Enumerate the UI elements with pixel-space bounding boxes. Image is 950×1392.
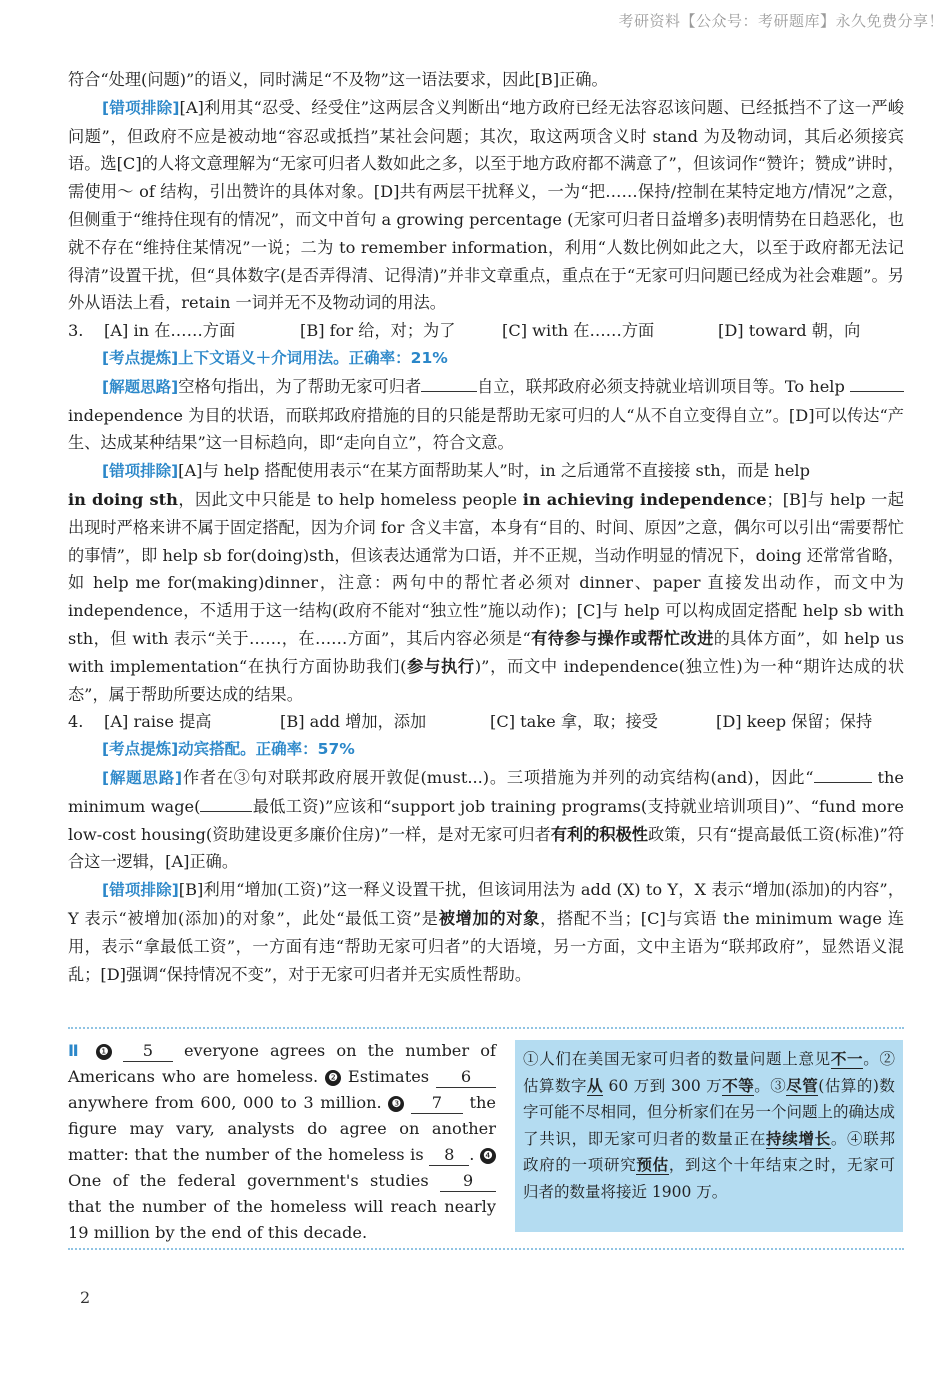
q3-idea-tag: [解题思路] bbox=[102, 377, 179, 396]
q4-idea-text: 最低工资)”应该和“support job training programs(支持就业培训项目)”、“fund more low-cost housing(资助建设更多廉价住房)”一样，是对无家可归者 bbox=[68, 796, 904, 844]
q3-idea-text: 自立，联邦政府必须支持就业培训项目等。To help bbox=[477, 376, 845, 396]
page-number: 2 bbox=[80, 1288, 91, 1307]
q3-error-text: ；[B]与 help 一起出现时严格来讲不属于固定搭配，因为介词 for 含义丰富，本身有“目的、时间、原因”之意，偶尔可以引出“需要帮忙的事情”，即 help sb for(doing)sth，但该表达通常为口语，并不正规，当动作明显的情况下，doing 还常常省略，如 help me for(making)dinner，注意：两句中的帮忙者必须对 dinner、paper 直接发出动作，而文中为 independence，不适用于这一结构(政府不能对“独立性”施以动作)；[C]与 help 可以构成固定搭配 help sb with sth，但 with 表示“关于……，在……方面”，其后内容必须是“ bbox=[68, 489, 904, 648]
translation-keyword: 不等 bbox=[722, 1075, 755, 1095]
translation-keyword: 持续增长 bbox=[766, 1128, 831, 1148]
q3-number: 3. bbox=[68, 321, 84, 341]
q4-idea-text: 作者在③句对联邦政府展开敦促(must...)。三项措施为并列的动宾结构(and)，因此“ bbox=[182, 767, 814, 787]
q4-point-text: 动宾搭配。正确率：57% bbox=[178, 740, 355, 759]
answer-blank bbox=[850, 391, 904, 392]
sentence-marker-1: ❶ bbox=[96, 1044, 112, 1060]
q3-option-d: [D] toward 朝，向 bbox=[718, 321, 861, 341]
q3-option-c: [C] with 在……方面 bbox=[502, 321, 655, 341]
q4-idea-paragraph bbox=[68, 764, 904, 876]
translation-text: ①人们在美国无家可归者的数量问题上意见 bbox=[523, 1050, 831, 1068]
q4-error-text: ，搭配不当；[C]与宾语 the minimum wage 连用，表示“拿最低工资”，一方面有违“帮助无家可归者”的大语境，另一方面，文中主语为“联邦政府”，显然语义混乱；[D]强调“保持情况不变”，对于无家可归者并无实质性帮助。 bbox=[68, 908, 904, 984]
section-roman-numeral: Ⅱ bbox=[68, 1041, 85, 1060]
q3-error-bold: in doing sth bbox=[68, 489, 178, 509]
sentence-marker-2: ❷ bbox=[325, 1070, 341, 1086]
answer-blank bbox=[200, 811, 252, 812]
q3-error-tag: [错项排除] bbox=[102, 462, 179, 481]
q4-point-line bbox=[68, 736, 904, 764]
passage-text: One of the federal government's studies bbox=[68, 1171, 429, 1190]
translation-text: (估算的)数字可能不尽相同，但分析家们在另一个问题上的确达成了共识，即无家可归者的数量正在 bbox=[523, 1076, 896, 1148]
q4-number: 4. bbox=[68, 712, 84, 732]
q4-option-c: [C] take 拿，取；接受 bbox=[490, 712, 658, 732]
q3-error-bold: 参与执行 bbox=[406, 656, 475, 676]
dotted-divider-bottom bbox=[68, 1248, 904, 1250]
translation-keyword: 不一 bbox=[830, 1049, 864, 1068]
translation-text: 60 万到 300 万 bbox=[603, 1076, 723, 1095]
passage-text: Estimates bbox=[347, 1067, 430, 1086]
q3-idea-paragraph bbox=[68, 373, 904, 457]
q3-point-line bbox=[68, 345, 904, 373]
blank-9: 9 bbox=[440, 1171, 496, 1192]
answer-blank bbox=[421, 391, 477, 392]
paragraph-top: 符合“处理(问题)”的语义，同时满足“不及物”这一语法要求，因此[B]正确。 bbox=[68, 70, 608, 89]
q4-error-paragraph bbox=[68, 876, 904, 988]
q3-option-a: [A] in 在……方面 bbox=[104, 321, 236, 341]
q3-error-text: 的具体方面”，如 help us with implementation“在执行方面协助我们( bbox=[68, 628, 905, 676]
q4-error-bold: 被增加的对象 bbox=[438, 908, 541, 928]
q3-error-text: )”，而文中 independence(独立性)为一种“期许达成的状态”，属于帮助所要达成的结果。 bbox=[68, 656, 905, 704]
q2-error-tag: [错项排除] bbox=[102, 98, 180, 117]
dotted-divider-top bbox=[68, 1027, 904, 1029]
q3-idea-text: independence 为目的状语，而联邦政府措施的目的只能是帮助无家可归的人“从不自立变得自立”。[D]可以传达“产生、达成某种结果”这一目标趋向，即“走向自立”，符合文意。 bbox=[68, 405, 904, 453]
passage-text: that the number of the homeless will reach nearly 19 million by the end of this decade. bbox=[68, 1197, 496, 1242]
q4-error-tag: [错项排除] bbox=[102, 881, 179, 900]
passage-english: Ⅱ ❶ 5 everyone agrees on the number of Americans who are homeless. ❷ Estimates 6 anywhere from 600, 000 to 3 million. ❸ 7 the figure may vary, analysts do agree on another matter: that the number of the homeless is 8 . ❹ One of the federal government's studies 9 that the number of the homeless will reach nearly 19 million by the end of this decade. bbox=[68, 1041, 497, 1242]
q4-option-a: [A] raise 提高 bbox=[104, 712, 212, 732]
passage-text: everyone agrees on the number of Americans who are homeless. bbox=[68, 1041, 496, 1086]
translation-text: 。②估算数字 bbox=[523, 1050, 895, 1095]
translation-text: 。③ bbox=[754, 1076, 787, 1095]
translation-box bbox=[515, 1040, 903, 1232]
q4-option-d: [D] keep 保留；保持 bbox=[716, 712, 873, 732]
blank-5: 5 bbox=[123, 1041, 173, 1062]
q4-option-b: [B] add 增加，添加 bbox=[280, 712, 427, 732]
blank-7: 7 bbox=[411, 1093, 463, 1114]
q3-options bbox=[68, 317, 904, 345]
passage-text: anywhere from 600, 000 to 3 million. bbox=[68, 1093, 382, 1112]
q3-idea-text: 空格句指出，为了帮助无家可归者 bbox=[178, 376, 422, 396]
q2-error-text: [A]利用其“忍受、经受住”这两层含义判断出“地方政府已经无法容忍该问题、已经抵挡不了这一严峻问题”，但政府不应是被动地“容忍或抵挡”某社会问题；其次，取这两项含义时 stand 为及物动词，其后必须接宾语。选[C]的人将文意理解为“无家可归者人数如此之多，以至于地方政府都不满意了”，但该词作“赞许；赞成”讲时，需使用～ of 结构，引出赞许的具体对象。[D]共有两层干扰释义，一为“把……保持/控制在某特定地方/情况”之意，但侧重于“维持住现有的情况”，而文中首句 a growing percentage (无家可归者日益增多)表明情势在日趋恶化，也就不存在“维持住某情况”一说；二为 to remember information，利用“人数比例如此之大，以至于政府都无法记得清”设置干扰，但“具体数字(是否弄得清、记得清)”并非文章重点，重点在于“无家可归问题已经成为社会难题”。另外从语法上看，retain 一词并无不及物动词的用法。 bbox=[68, 97, 904, 313]
translation-text: 。④联邦政府的一项研究 bbox=[523, 1129, 895, 1174]
q4-idea-bold: 有利的积极性 bbox=[550, 824, 649, 844]
answer-blank bbox=[814, 782, 872, 783]
translation-keyword: 从 bbox=[587, 1075, 604, 1095]
q4-idea-text: the minimum wage( bbox=[68, 767, 905, 816]
q4-idea-text: 政策，只有“提高最低工资(标准)”符合这一逻辑，[A]正确。 bbox=[68, 824, 905, 872]
q3-error-bold: 有待参与操作或帮忙改进 bbox=[530, 628, 714, 648]
q4-point-tag: [考点提炼] bbox=[102, 740, 179, 759]
passage-text: the figure may vary, analysts do agree on another matter: that the number of the homeless is bbox=[68, 1093, 497, 1164]
q3-error-text: ，因此文中只能是 to help homeless people bbox=[177, 489, 518, 509]
blank-8: 8 bbox=[429, 1145, 469, 1166]
q3-point-tag: [考点提炼] bbox=[102, 348, 179, 367]
translation-keyword: 预估 bbox=[636, 1155, 669, 1174]
q3-error-paragraph bbox=[68, 457, 904, 708]
watermark: 考研资料【公众号：考研题库】永久免费分享！ bbox=[618, 12, 944, 30]
q3-error-text: [A]与 help 搭配使用表示“在某方面帮助某人”时，in 之后通常不直接接 sth，而是 help bbox=[178, 461, 810, 481]
translation-keyword: 尽管 bbox=[786, 1075, 819, 1095]
q3-error-bold: in achieving independence bbox=[522, 489, 767, 509]
q4-idea-tag: [解题思路] bbox=[102, 768, 183, 787]
q3-point-text: 上下文语义＋介词用法。正确率：21% bbox=[178, 348, 448, 367]
q2-error-paragraph bbox=[68, 94, 904, 317]
sentence-marker-3: ❸ bbox=[388, 1096, 404, 1112]
explanation-content bbox=[68, 66, 904, 988]
blank-6: 6 bbox=[436, 1067, 496, 1088]
q4-options bbox=[68, 708, 904, 736]
q3-option-b: [B] for 给，对；为了 bbox=[300, 321, 456, 341]
sentence-marker-4: ❹ bbox=[480, 1148, 496, 1164]
translation-text: ，到这个十年结束之时，无家可归者的数量将接近 1900 万。 bbox=[523, 1156, 895, 1201]
q4-error-text: [B]利用“增加(工资)”这一释义设置干扰，但该词用法为 add (X) to Y，X 表示“增加(添加)的内容”，Y 表示“被增加(添加)的对象”，此处“最低工资”是 bbox=[68, 880, 905, 928]
